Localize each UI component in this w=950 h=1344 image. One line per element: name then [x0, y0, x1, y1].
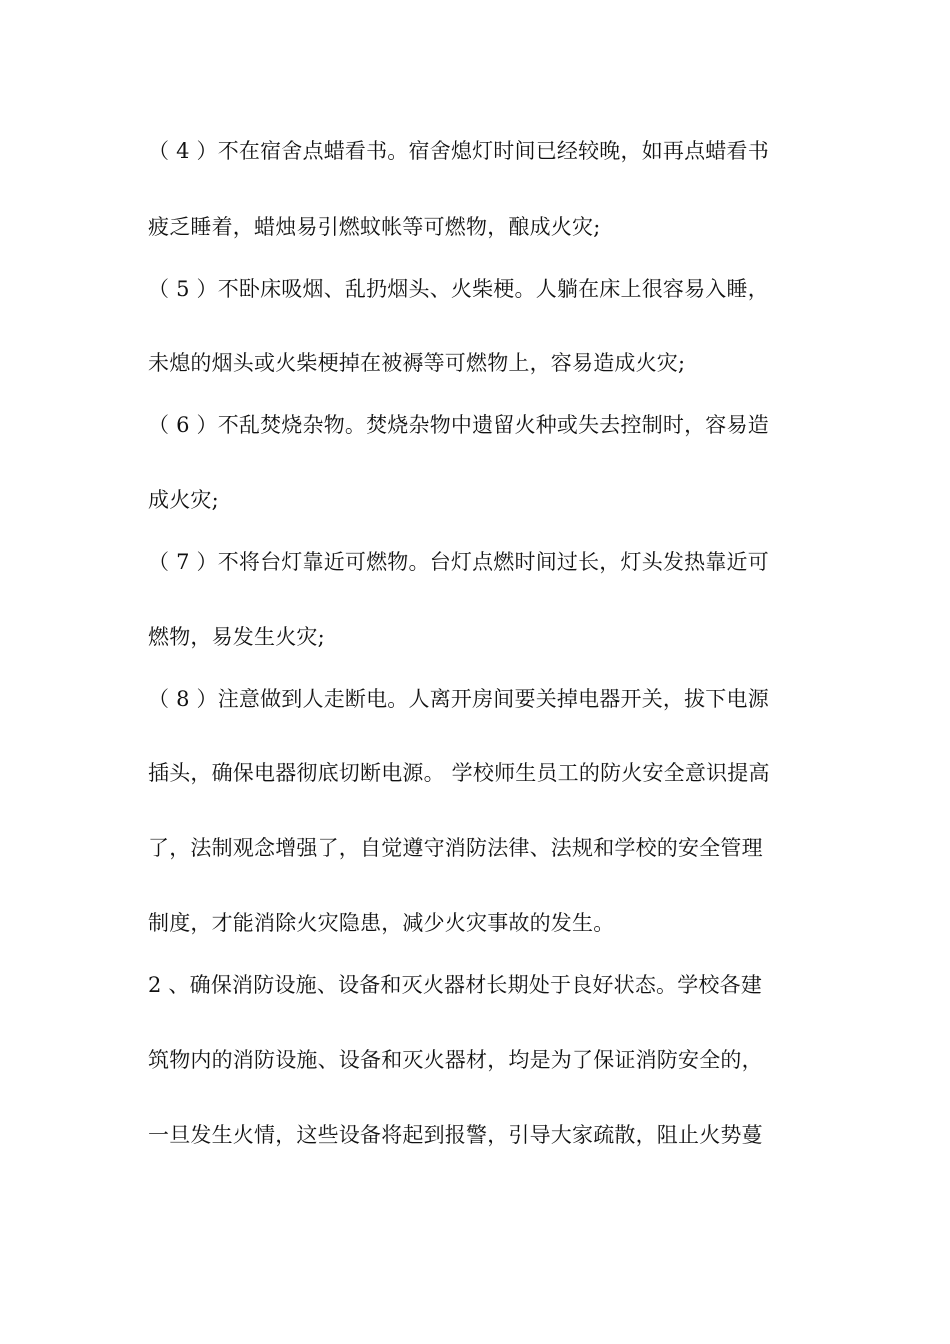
text-line-item-6: （ 6 ）不乱焚烧杂物。焚烧杂物中遗留火种或失去控制时，容易造	[148, 413, 769, 437]
text-line: 未熄的烟头或火柴梗掉在被褥等可燃物上，容易造成火灾;	[148, 351, 686, 375]
text-line: 燃物，易发生火灾;	[148, 625, 325, 649]
text-line: 插头，确保电器彻底切断电源。 学校师生员工的防火安全意识提高	[148, 761, 770, 785]
text-line: 疲乏睡着，蜡烛易引燃蚊帐等可燃物，酿成火灾;	[148, 215, 601, 239]
text-line: 一旦发生火情，这些设备将起到报警，引导大家疏散，阻止火势蔓	[148, 1123, 763, 1147]
text-line: 了，法制观念增强了，自觉遵守消防法律、法规和学校的安全管理	[148, 836, 763, 860]
text-line-item-5: （ 5 ）不卧床吸烟、乱扔烟头、火柴梗。人躺在床上很容易入睡，	[148, 277, 769, 301]
text-line-item-8: （ 8 ）注意做到人走断电。人离开房间要关掉电器开关，拔下电源	[148, 687, 769, 711]
text-line-item-7: （ 7 ）不将台灯靠近可燃物。台灯点燃时间过长，灯头发热靠近可	[148, 550, 769, 574]
text-line: 筑物内的消防设施、设备和灭火器材，均是为了保证消防安全的，	[148, 1048, 763, 1072]
text-line-section-2: 2 、确保消防设施、设备和灭火器材长期处于良好状态。学校各建	[148, 973, 763, 997]
text-line-item-4: （ 4 ）不在宿舍点蜡看书。宿舍熄灯时间已经较晚，如再点蜡看书	[148, 139, 769, 163]
text-line: 成火灾;	[148, 488, 219, 512]
text-line: 制度，才能消除火灾隐患，减少火灾事故的发生。	[148, 911, 615, 935]
